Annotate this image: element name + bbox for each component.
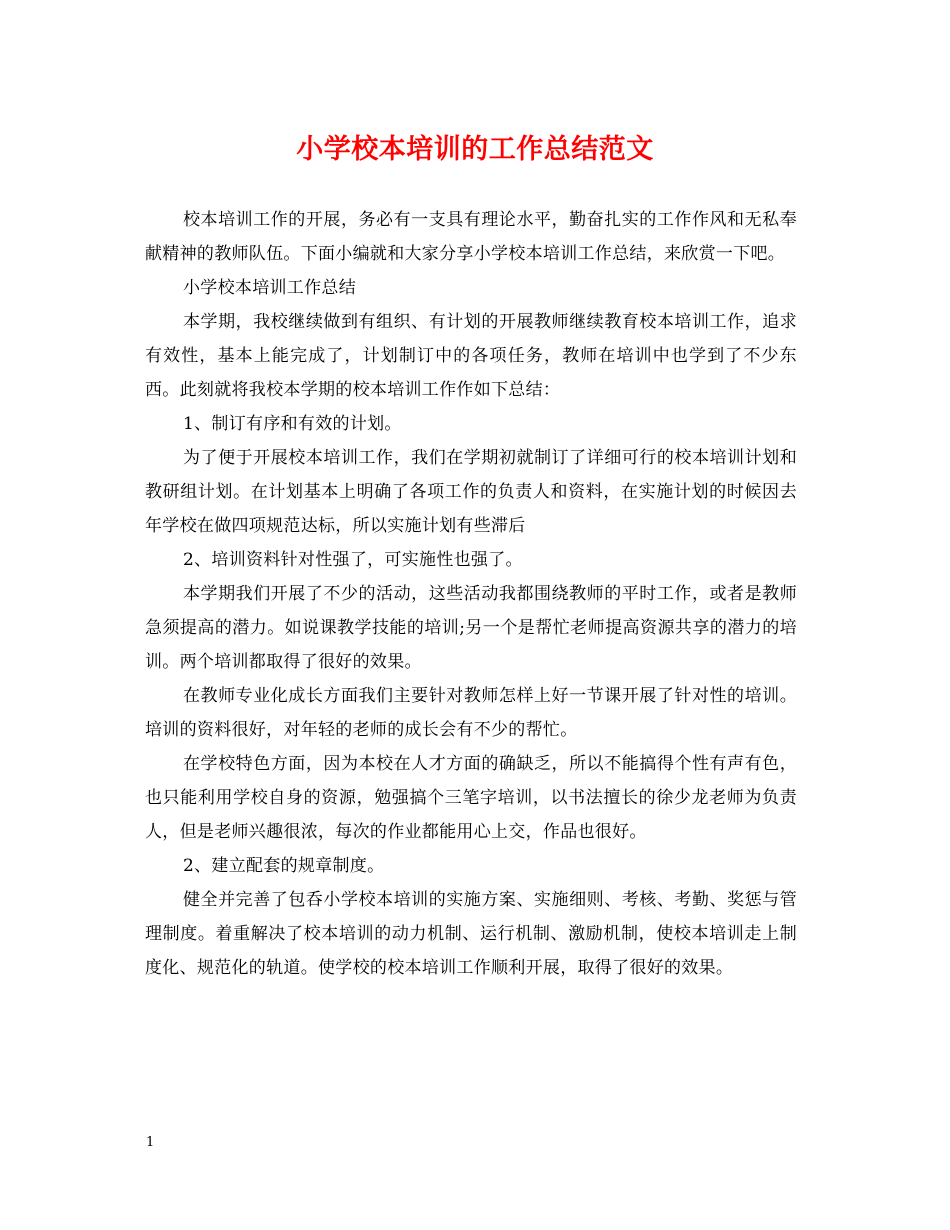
page-number: 1 xyxy=(146,1135,155,1150)
section-heading: 小学校本培训工作总结 xyxy=(183,278,356,298)
numbered-heading: 2、建立配套的规章制度。 xyxy=(183,856,385,876)
body-paragraph: 本学期我们开展了不少的活动，这些活动我都围绕教师的平时工作，或者是教师急须提高的潜力。如说课教学技能的培训;另一个是帮忙老师提高资源共享的潜力的培训。两个培训都取得了很好的效果。 xyxy=(145,584,797,672)
body-paragraph: 本学期，我校继续做到有组织、有计划的开展教师继续教育校本培训工作，追求有效性，基本上能完成了，计划制订中的各项任务，教师在培训中也学到了不少东西。此刻就将我校本学期的校本培训工作作如下总结： xyxy=(145,312,797,400)
body-paragraph: 健全并完善了包呑小学校本培训的实施方案、实施细则、考核、考勤、奖惩与管理制度。着重解决了校本培训的动力机制、运行机制、激励机制，使校本培训走上制度化、规范化的轨道。使学校的校本培训工作顺利开展，取得了很好的效果。 xyxy=(145,890,797,978)
body-paragraph: 在学校特色方面，因为本校在人才方面的确缺乏，所以不能搞得个性有声有色，也只能利用学校自身的资源，勉强搞个三笔字培训，以书法擅长的徐少龙老师为负责人，但是老师兴趣很浓，每次的作业都能用心上交，作品也很好。 xyxy=(145,754,797,842)
body-paragraph: 为了便于开展校本培训工作，我们在学期初就制订了详细可行的校本培训计划和教研组计划。在计划基本上明确了各项工作的负责人和资料，在实施计划的时候因去年学校在做四项规范达标，所以实施计划有些滞后 xyxy=(145,448,797,536)
document-title: 小学校本培训的工作总结范文 xyxy=(296,134,654,165)
numbered-heading: 1、制订有序和有效的计划。 xyxy=(183,414,402,434)
body-paragraph: 在教师专业化成长方面我们主要针对教师怎样上好一节课开展了针对性的培训。培训的资料很好，对年轻的老师的成长会有不少的帮忙。 xyxy=(145,686,797,740)
numbered-heading: 2、培训资料针对性强了，可实施性也强了。 xyxy=(183,550,523,570)
document-body xyxy=(145,203,797,985)
body-paragraph: 校本培训工作的开展，务必有一支具有理论水平，勤奋扎实的工作作风和无私奉献精神的教师队伍。下面小编就和大家分享小学校本培训工作总结，来欣赏一下吧。 xyxy=(145,210,797,264)
